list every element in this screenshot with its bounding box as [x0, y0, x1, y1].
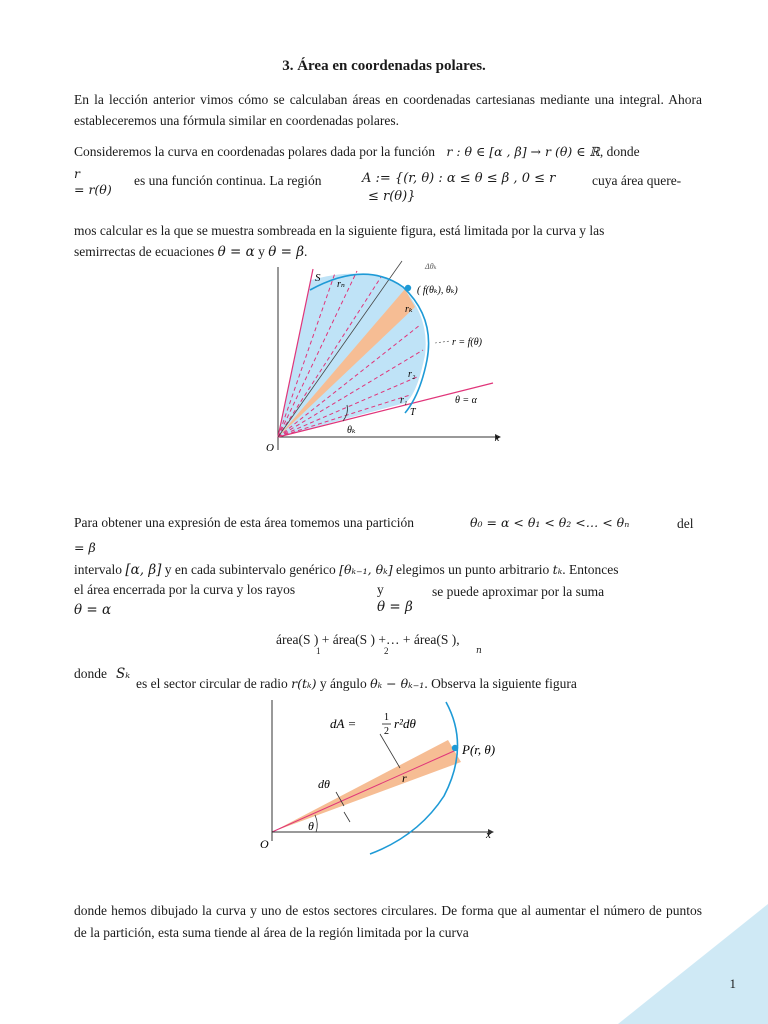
subinterval: [θₖ₋₁, θₖ]: [339, 562, 393, 577]
ray-beta-text: θ = β: [377, 599, 413, 615]
interval-alpha-beta: [α, β]: [125, 562, 162, 578]
p2-text-b: es una función continua. La región: [134, 173, 322, 188]
p2-text-a: Consideremos la curva en coordenadas polares dada por la función: [74, 144, 435, 159]
p2-period: .: [304, 244, 308, 259]
label-r2dtheta: r²dθ: [394, 716, 416, 731]
p4-sk: Sₖ: [116, 666, 131, 682]
p3-line2: [74, 560, 714, 581]
ray-alpha-text: θ = α: [74, 602, 112, 618]
label-O-2: O: [260, 837, 269, 851]
label-x: x: [495, 433, 500, 444]
label-P: P(r, θ): [462, 742, 496, 757]
figure-polar-area-partition: [255, 255, 505, 460]
sum-sub2: 2: [384, 646, 389, 656]
theta-arc: [315, 815, 317, 832]
label-T: T: [410, 407, 416, 418]
p3-beta-eq: = β: [74, 540, 96, 555]
dA-leader: [380, 734, 400, 768]
r-equals-label: [74, 166, 112, 197]
point-tk: tₖ: [552, 562, 563, 577]
p4-text-a: es el sector circular de radio: [136, 676, 288, 691]
label-curve: r = f(θ): [452, 337, 482, 348]
region-definition: [362, 170, 555, 206]
label-dtheta: dθ: [318, 777, 330, 791]
p2-y: y: [258, 244, 265, 259]
p2-text-c: cuya área quere-: [592, 173, 682, 188]
function-definition: r : θ ∈ [α , β] → r (θ) ∈ ℝ: [446, 144, 600, 159]
label-x-2: x: [486, 829, 491, 841]
paragraph-2-line1: [74, 142, 714, 163]
dtheta-arrow-bottom: [344, 812, 350, 822]
label-frac-den: 2: [384, 726, 389, 737]
r-eq-line1: r: [74, 166, 80, 181]
p2-text-e: semirrectas de ecuaciones: [74, 244, 215, 259]
sum-subn: n: [476, 646, 482, 656]
decorative-corner: [618, 904, 768, 1024]
label-frac-num: 1: [384, 712, 389, 723]
label-delta-theta: Δθₖ: [425, 262, 437, 271]
p3-y: y: [377, 582, 384, 597]
p2-text-d: mos calcular es la que se muestra sombreada en la siguiente figura, está limitada por la curva y las: [74, 223, 605, 238]
p3-line2-b: y en cada subintervalo genérico: [164, 562, 336, 577]
sector-dA: [272, 740, 461, 832]
partition-expression: θ₀ = α < θ₁ < θ₂ <… < θₙ: [470, 515, 630, 530]
p2-donde: , donde: [599, 144, 640, 159]
label-dA: dA =: [330, 716, 357, 731]
section-title: 3. Área en coordenadas polares.: [282, 58, 486, 74]
p4-radius: r(tₖ): [291, 676, 317, 691]
p3-line3-a: el área encerrada por la curva y los rayos: [74, 582, 296, 597]
sum-sub1: 1: [316, 646, 321, 656]
region-line2: ≤ r(θ)}: [368, 189, 416, 205]
sum-expression: área(S ) + área(S ) +… + área(S ),: [276, 632, 460, 647]
label-theta: θ: [308, 819, 314, 833]
p4-text-b: y ángulo: [319, 676, 367, 691]
p3-del: del: [677, 516, 694, 531]
p3-line2-d: . Entonces: [562, 562, 619, 577]
label-rk: rₖ: [405, 304, 413, 315]
point-P: [452, 745, 458, 751]
p4-line: [136, 674, 736, 695]
eq-theta-beta: θ = β: [268, 244, 305, 260]
label-O: O: [266, 442, 274, 454]
label-r2: r₂: [408, 369, 416, 380]
intro-paragraph: En la lección anterior vimos cómo se calculaban áreas en coordenadas cartesianas mediante una integral. Ahora estableceremos una fórmula similar en coordenadas polares.: [74, 92, 702, 128]
curve-label-leader: [435, 341, 450, 343]
label-alpha: θ = α: [455, 395, 477, 406]
figure-area-element: [258, 696, 508, 856]
eq-theta-alpha: θ = α: [217, 244, 255, 260]
closing-paragraph: donde hemos dibujado la curva y uno de estos sectores circulares. De forma que al aumentar el número de puntos de la partición, esta suma tiende al área de la región limitada por la curva: [74, 903, 702, 940]
label-rn: rₙ: [337, 279, 345, 290]
label-point: ( f(θₖ), θₖ): [417, 285, 458, 296]
r-eq-line2: = r(θ): [74, 181, 112, 197]
p4-text-c: . Observa la siguiente figura: [424, 676, 577, 691]
label-S: S: [315, 272, 321, 284]
label-r: r: [402, 771, 407, 785]
p3-line3-b: se puede aproximar por la suma: [432, 584, 605, 599]
page-number: 1: [729, 976, 736, 991]
label-theta-k: θₖ: [347, 425, 356, 436]
p4-donde: donde: [74, 666, 107, 681]
region-line1: A := {(r, θ) : α ≤ θ ≤ β , 0 ≤ r: [362, 171, 556, 186]
p3-line2-a: intervalo: [74, 562, 122, 577]
p4-angle: θₖ − θₖ₋₁: [370, 676, 425, 691]
p3-line2-c: elegimos un punto arbitrario: [395, 562, 550, 577]
radius-line: [272, 751, 454, 832]
label-r1: r₁: [400, 395, 408, 406]
p3-line1-text: Para obtener una expresión de esta área tomemos una partición: [74, 515, 414, 530]
point-f-theta-k: [405, 285, 411, 291]
